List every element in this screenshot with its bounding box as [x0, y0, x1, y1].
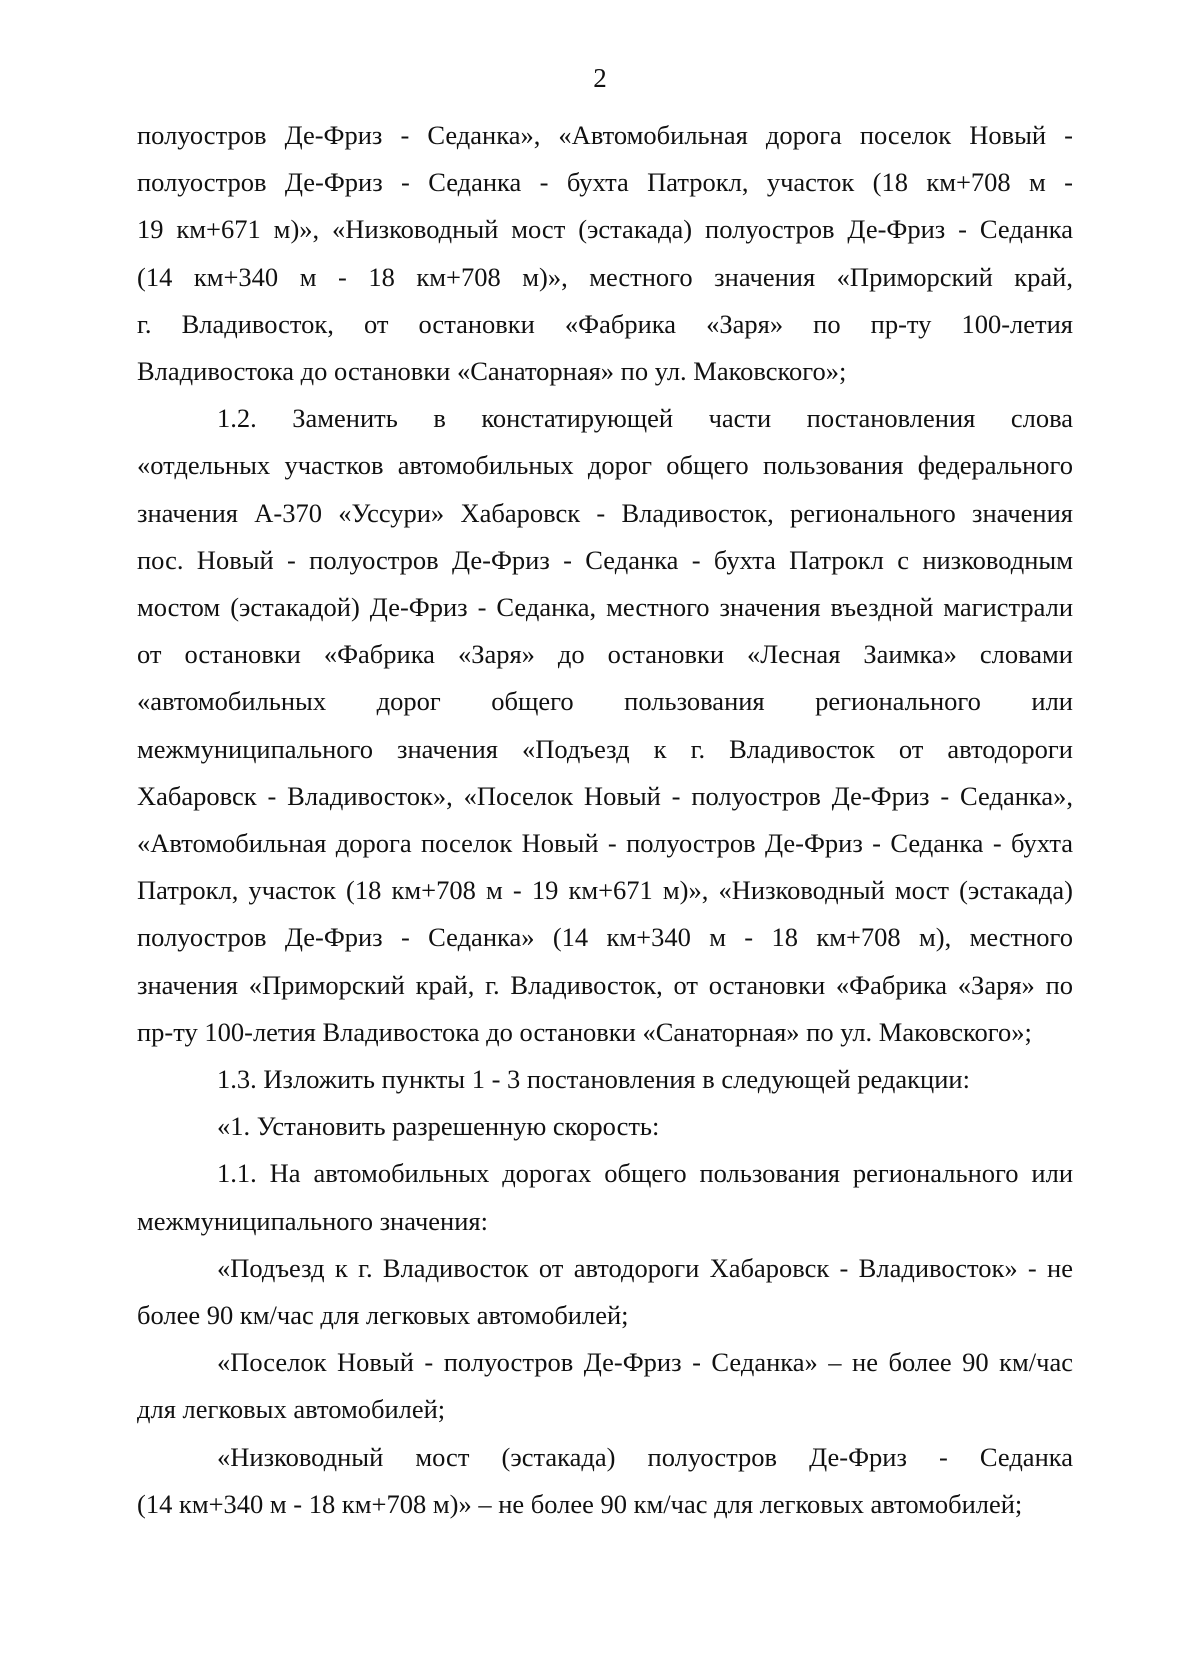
text-line: «1. Установить разрешенную скорость:	[217, 1111, 660, 1142]
text-line: Владивостока до остановки «Санаторная» по ул. Маковского»;	[137, 356, 847, 387]
text-line: «Поселок Новый - полуостров Де-Фриз - Седанка» – не более 90 км/час	[217, 1347, 1073, 1378]
paragraph-1-1	[137, 1150, 1073, 1244]
text-line: значения «Приморский край, г. Владивосток, от остановки «Фабрика «Заря» по	[137, 969, 1073, 1000]
paragraph-1-2	[137, 395, 1073, 1056]
text-line: пр-ту 100-летия Владивостока до остановки «Санаторная» по ул. Маковского»;	[137, 1016, 1032, 1047]
text-line: мостом (эстакадой) Де-Фриз - Седанка, местного значения въездной магистрали	[137, 592, 1073, 623]
text-line: «отдельных участков автомобильных дорог общего пользования федерального	[137, 450, 1073, 481]
text-line: более 90 км/час для легковых автомобилей;	[137, 1300, 629, 1331]
paragraph-item-1	[137, 1103, 1073, 1150]
text-line: Патрокл, участок (18 км+708 м - 19 км+671 м)», «Низководный мост (эстакада)	[137, 875, 1073, 906]
text-line: (14 км+340 м - 18 км+708 м)» – не более 90 км/час для легковых автомобилей;	[137, 1488, 1023, 1519]
text-line: «Подъезд к г. Владивосток от автодороги Хабаровск - Владивосток» - не	[217, 1252, 1073, 1283]
text-line: от остановки «Фабрика «Заря» до остановки «Лесная Заимка» словами	[137, 639, 1073, 670]
paragraph-road-most	[137, 1434, 1073, 1528]
text-line: г. Владивосток, от остановки «Фабрика «Заря» по пр-ту 100-летия	[137, 308, 1073, 339]
text-line: 1.1. На автомобильных дорогах общего пользования регионального или	[217, 1158, 1073, 1189]
text-line: 1.3. Изложить пункты 1 - 3 постановления в следующей редакции:	[217, 1064, 970, 1095]
paragraph-continuation	[137, 112, 1073, 395]
text-line: «Автомобильная дорога поселок Новый - полуостров Де-Фриз - Седанка - бухта	[137, 828, 1073, 859]
text-line: для легковых автомобилей;	[137, 1394, 446, 1425]
document-body	[137, 112, 1073, 1528]
text-line: полуостров Де-Фриз - Седанка - бухта Патрокл, участок (18 км+708 м -	[137, 167, 1073, 198]
text-line: Хабаровск - Владивосток», «Поселок Новый - полуостров Де-Фриз - Седанка»,	[137, 780, 1073, 811]
paragraph-1-3	[137, 1056, 1073, 1103]
text-line: значения А-370 «Уссури» Хабаровск - Владивосток, регионального значения	[137, 497, 1073, 528]
text-line: полуостров Де-Фриз - Седанка» (14 км+340 м - 18 км+708 м), местного	[137, 922, 1073, 953]
text-line: «автомобильных дорог общего пользования регионального или	[137, 686, 1073, 717]
text-line: межмуниципального значения:	[137, 1205, 488, 1236]
text-line: пос. Новый - полуостров Де-Фриз - Седанка - бухта Патрокл с низководным	[137, 544, 1073, 575]
text-line: полуостров Де-Фриз - Седанка», «Автомобильная дорога поселок Новый -	[137, 120, 1073, 150]
page-number: 2	[593, 63, 607, 93]
text-line: межмуниципального значения «Подъезд к г. Владивосток от автодороги	[137, 733, 1073, 764]
text-line: (14 км+340 м - 18 км+708 м)», местного значения «Приморский край,	[137, 261, 1073, 292]
text-line: 19 км+671 м)», «Низководный мост (эстакада) полуостров Де-Фриз - Седанка	[137, 214, 1073, 245]
paragraph-road-podezd	[137, 1245, 1073, 1339]
text-line: «Низководный мост (эстакада) полуостров Де-Фриз - Седанка	[217, 1441, 1073, 1472]
text-line: 1.2. Заменить в констатирующей части постановления слова	[217, 403, 1073, 434]
paragraph-road-poselok	[137, 1339, 1073, 1433]
